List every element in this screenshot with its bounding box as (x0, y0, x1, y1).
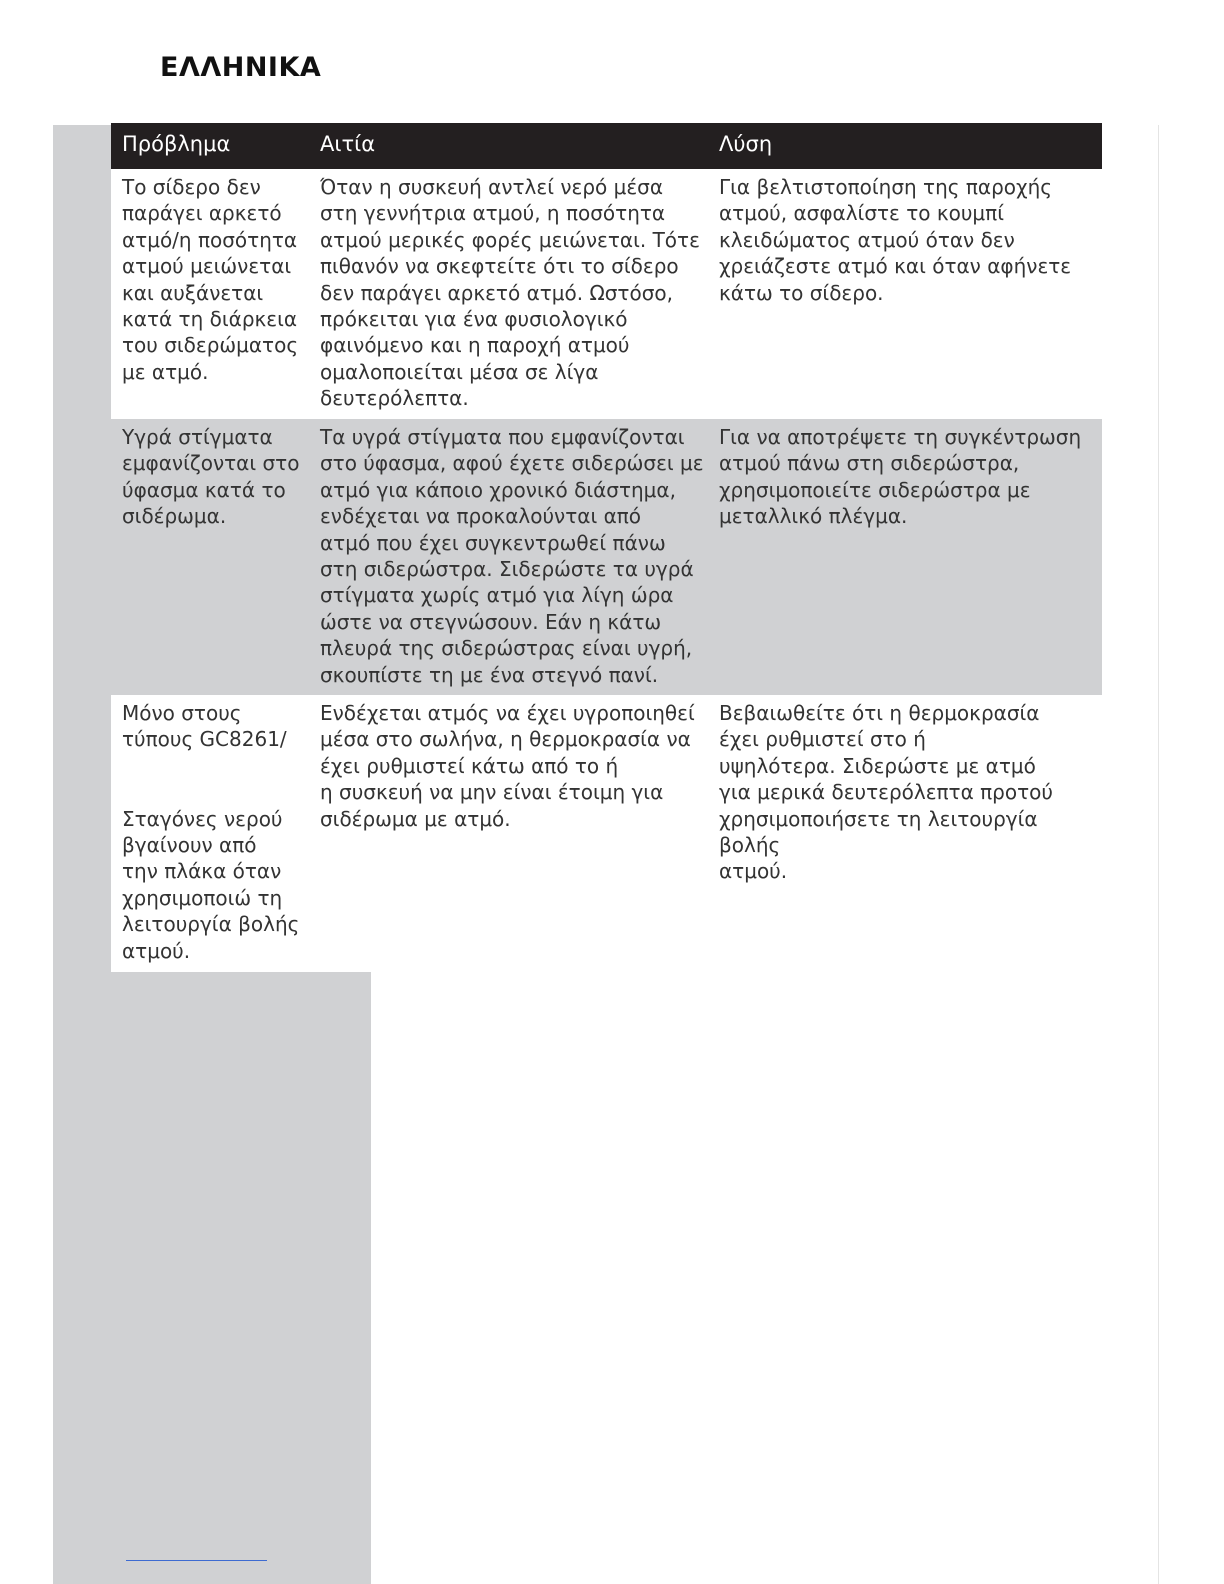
page-title: ΕΛΛΗΝΙΚΑ (160, 52, 322, 83)
problem-cell: Μόνο στους τύπους GC8261/ Σταγόνες νερού βγαίνουν από την πλάκα όταν χρησιμοποιώ τη λειτουργία βολής ατμού. (122, 701, 300, 963)
solution-cell: Βεβαιωθείτε ότι η θερμοκρασία έχει ρυθμιστεί στο ή υψηλότερα. Σιδερώστε με ατμό για μερικά δευτερόλεπτα προτού χρησιμοποιήσετε τη λειτουργία βολής ατμού. (719, 701, 1053, 884)
solution-cell: Για να αποτρέψετε τη συγκέντρωση ατμού πάνω στη σιδερώστρα, χρησιμοποιείτε σιδερώστρα με μεταλλικό πλέγμα. (719, 425, 1082, 529)
table-row (111, 695, 1102, 972)
problem-cell: Το σίδερο δεν παράγει αρκετό ατμό/η ποσότητα ατμού μειώνεται και αυξάνεται κατά τη διάρκεια του σιδερώματος με ατμό. (122, 175, 299, 384)
header-cause: Αιτία (320, 132, 376, 156)
solution-cell: Για βελτιστοποίηση της παροχής ατμού, ασφαλίστε το κουμπί κλειδώματος ατμού όταν δεν χρειάζεστε ατμό και όταν αφήνετε κάτω το σίδερο. (719, 175, 1072, 305)
table-row (111, 419, 1102, 695)
problem-cell: Υγρά στίγματα εμφανίζονται στο ύφασμα κατά το σιδέρωμα. (122, 425, 300, 529)
header-problem: Πρόβλημα (122, 132, 231, 156)
table-header-row (111, 123, 1102, 169)
cause-cell: Όταν η συσκευή αντλεί νερό μέσα στη γεννήτρια ατμού, η ποσότητα ατμού μερικές φορές μειώνεται. Τότε πιθανόν να σκεφτείτε ότι το σίδερο δεν παράγει αρκετό ατμό. Ωστόσο, πρόκειται για ένα φυσιολογικό φαινόμενο και η παροχή ατμού ομαλοποιείται μέσα σε λίγα δευτερόλεπτα. (320, 175, 700, 411)
cause-cell: Ενδέχεται ατμός να έχει υγροποιηθεί μέσα στο σωλήνα, η θερμοκρασία να έχει ρυθμιστεί κάτω από το ή η συσκευή να μην είναι έτοιμη για σιδέρωμα με ατμό. (320, 701, 695, 831)
cause-cell: Τα υγρά στίγματα που εμφανίζονται στο ύφασμα, αφού έχετε σιδερώσει με ατμό για κάποιο χρονικό διάστημα, ενδέχεται να προκαλούνται από ατμό που έχει συγκεντρωθεί πάνω στη σιδερώστρα. Σιδερώστε τα υγρά στίγματα χωρίς ατμό για λίγη ώρα ώστε να στεγνώσουν. Εάν η κάτω πλευρά της σιδερώστρας είναι υγρή, σκουπίστε τη με ένα στεγνό πανί. (320, 425, 704, 687)
header-solution: Λύση (719, 132, 773, 156)
footer-link-underline[interactable] (126, 1560, 267, 1561)
troubleshooting-table (111, 123, 1102, 972)
table-row (111, 169, 1102, 419)
right-margin-rule (1158, 125, 1159, 1584)
